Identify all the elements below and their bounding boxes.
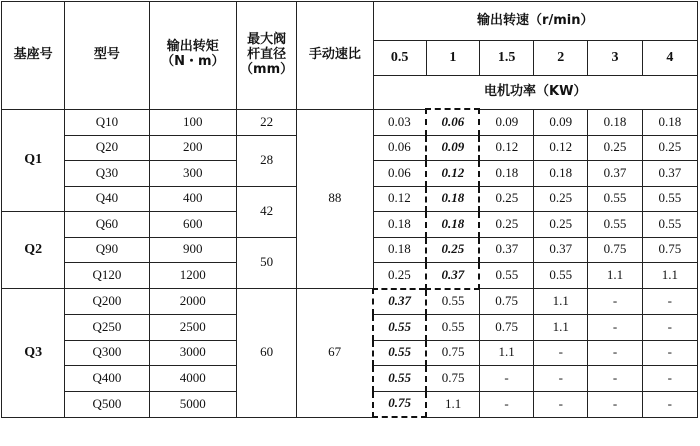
torque-cell: 4000: [149, 366, 236, 392]
header-torque-label: 输出转矩: [166, 39, 219, 55]
power-cell: 0.55: [373, 315, 426, 341]
actuator-spec-table: [1, 1, 698, 418]
power-cell: 1.1: [642, 263, 697, 289]
header-torque-unit: （N・m）: [161, 54, 225, 70]
model-cell: Q400: [65, 366, 149, 392]
power-cell: -: [642, 366, 697, 392]
power-cell: 0.55: [642, 212, 697, 238]
torque-cell: 100: [149, 109, 236, 135]
power-cell: 0.37: [534, 237, 588, 263]
power-cell: 0.18: [588, 109, 642, 135]
header-base: 基座号: [2, 2, 65, 110]
power-cell: 0.75: [426, 340, 479, 366]
header-model: 型号: [65, 2, 149, 110]
power-cell: 0.37: [588, 161, 642, 187]
power-cell: 0.55: [373, 340, 426, 366]
power-cell: 0.09: [426, 135, 479, 161]
power-cell: 0.18: [426, 212, 479, 238]
power-cell: 0.09: [534, 109, 588, 135]
power-cell: 0.18: [479, 161, 533, 187]
speed-col-3: 2: [534, 41, 588, 76]
power-cell: 0.12: [534, 135, 588, 161]
power-cell: 0.25: [588, 135, 642, 161]
header-speed: 输出转速（r/min）: [373, 2, 697, 41]
model-cell: Q500: [65, 391, 149, 417]
power-cell: 1.1: [479, 340, 533, 366]
power-cell: 0.06: [373, 161, 426, 187]
header-ratio: 手动速比: [297, 2, 373, 110]
model-cell: Q10: [65, 109, 149, 135]
power-cell: -: [588, 315, 642, 341]
power-cell: 0.55: [588, 186, 642, 212]
power-cell: 0.25: [479, 212, 533, 238]
power-cell: 0.03: [373, 109, 426, 135]
power-cell: 1.1: [426, 391, 479, 417]
model-cell: Q60: [65, 212, 149, 238]
torque-cell: 5000: [149, 391, 236, 417]
power-cell: 0.75: [588, 237, 642, 263]
power-cell: 0.55: [373, 366, 426, 392]
ratio-cell: 88: [297, 109, 373, 289]
model-cell: Q40: [65, 186, 149, 212]
stem-cell: 22: [236, 109, 296, 135]
power-cell: 0.37: [479, 237, 533, 263]
power-cell: 0.75: [642, 237, 697, 263]
power-cell: -: [642, 340, 697, 366]
power-cell: 0.18: [426, 186, 479, 212]
power-cell: -: [642, 315, 697, 341]
power-cell: 0.25: [642, 135, 697, 161]
power-cell: 1.1: [588, 263, 642, 289]
power-cell: 0.75: [373, 391, 426, 417]
power-cell: 0.25: [534, 212, 588, 238]
power-cell: 0.37: [426, 263, 479, 289]
torque-cell: 600: [149, 212, 236, 238]
power-cell: 0.37: [373, 289, 426, 315]
header-row-1: [2, 2, 698, 41]
model-cell: Q120: [65, 263, 149, 289]
speed-col-0: 0.5: [373, 41, 426, 76]
ratio-cell: 67: [297, 289, 373, 418]
power-cell: 0.75: [426, 366, 479, 392]
header-stem-line1: 最大阀: [247, 31, 287, 47]
power-cell: -: [642, 391, 697, 417]
torque-cell: 400: [149, 186, 236, 212]
model-cell: Q300: [65, 340, 149, 366]
power-cell: 0.55: [534, 263, 588, 289]
table-row: [2, 109, 698, 135]
power-cell: -: [534, 391, 588, 417]
power-cell: 0.75: [479, 315, 533, 341]
torque-cell: 1200: [149, 263, 236, 289]
header-torque: [149, 2, 236, 110]
power-cell: 1.1: [534, 289, 588, 315]
model-cell: Q200: [65, 289, 149, 315]
torque-cell: 200: [149, 135, 236, 161]
power-cell: -: [642, 289, 697, 315]
power-cell: 0.12: [479, 135, 533, 161]
power-cell: -: [479, 391, 533, 417]
power-cell: 0.06: [373, 135, 426, 161]
power-cell: -: [534, 340, 588, 366]
power-cell: -: [534, 366, 588, 392]
power-cell: 0.09: [479, 109, 533, 135]
stem-cell: 28: [236, 135, 296, 186]
speed-col-5: 4: [642, 41, 697, 76]
base-cell: Q2: [2, 212, 65, 289]
torque-cell: 2500: [149, 315, 236, 341]
power-cell: 0.18: [642, 109, 697, 135]
torque-cell: 900: [149, 237, 236, 263]
model-cell: Q20: [65, 135, 149, 161]
torque-cell: 2000: [149, 289, 236, 315]
power-cell: 0.12: [373, 186, 426, 212]
header-stem-unit: （mm）: [240, 61, 294, 77]
table-row: [2, 289, 698, 315]
power-cell: 0.55: [479, 263, 533, 289]
base-cell: Q3: [2, 289, 65, 418]
power-cell: 0.18: [534, 161, 588, 187]
power-cell: 0.37: [642, 161, 697, 187]
torque-cell: 3000: [149, 340, 236, 366]
stem-cell: 60: [236, 289, 296, 418]
base-cell: Q1: [2, 109, 65, 212]
power-cell: -: [479, 366, 533, 392]
power-cell: -: [588, 289, 642, 315]
power-cell: 0.25: [373, 263, 426, 289]
speed-col-1: 1: [426, 41, 479, 76]
power-cell: 0.55: [426, 289, 479, 315]
power-cell: 0.18: [373, 237, 426, 263]
stem-cell: 50: [236, 237, 296, 289]
speed-col-2: 1.5: [479, 41, 533, 76]
power-cell: -: [588, 391, 642, 417]
power-cell: 0.55: [426, 315, 479, 341]
power-cell: -: [588, 366, 642, 392]
power-cell: 0.12: [426, 161, 479, 187]
power-cell: 0.55: [588, 212, 642, 238]
power-cell: 0.25: [534, 186, 588, 212]
power-cell: 1.1: [534, 315, 588, 341]
header-stem: [236, 2, 296, 110]
power-cell: 0.25: [426, 237, 479, 263]
power-cell: 0.25: [479, 186, 533, 212]
power-cell: 0.55: [642, 186, 697, 212]
power-cell: -: [588, 340, 642, 366]
power-cell: 0.18: [373, 212, 426, 238]
speed-col-4: 3: [588, 41, 642, 76]
header-power: 电机功率（KW）: [373, 76, 697, 110]
model-cell: Q250: [65, 315, 149, 341]
header-stem-line2: 杆直径: [247, 46, 287, 62]
power-cell: 0.06: [426, 109, 479, 135]
stem-cell: 42: [236, 186, 296, 237]
model-cell: Q90: [65, 237, 149, 263]
model-cell: Q30: [65, 161, 149, 187]
torque-cell: 300: [149, 161, 236, 187]
spec-table-wrapper: [1, 1, 698, 418]
power-cell: 0.75: [479, 289, 533, 315]
